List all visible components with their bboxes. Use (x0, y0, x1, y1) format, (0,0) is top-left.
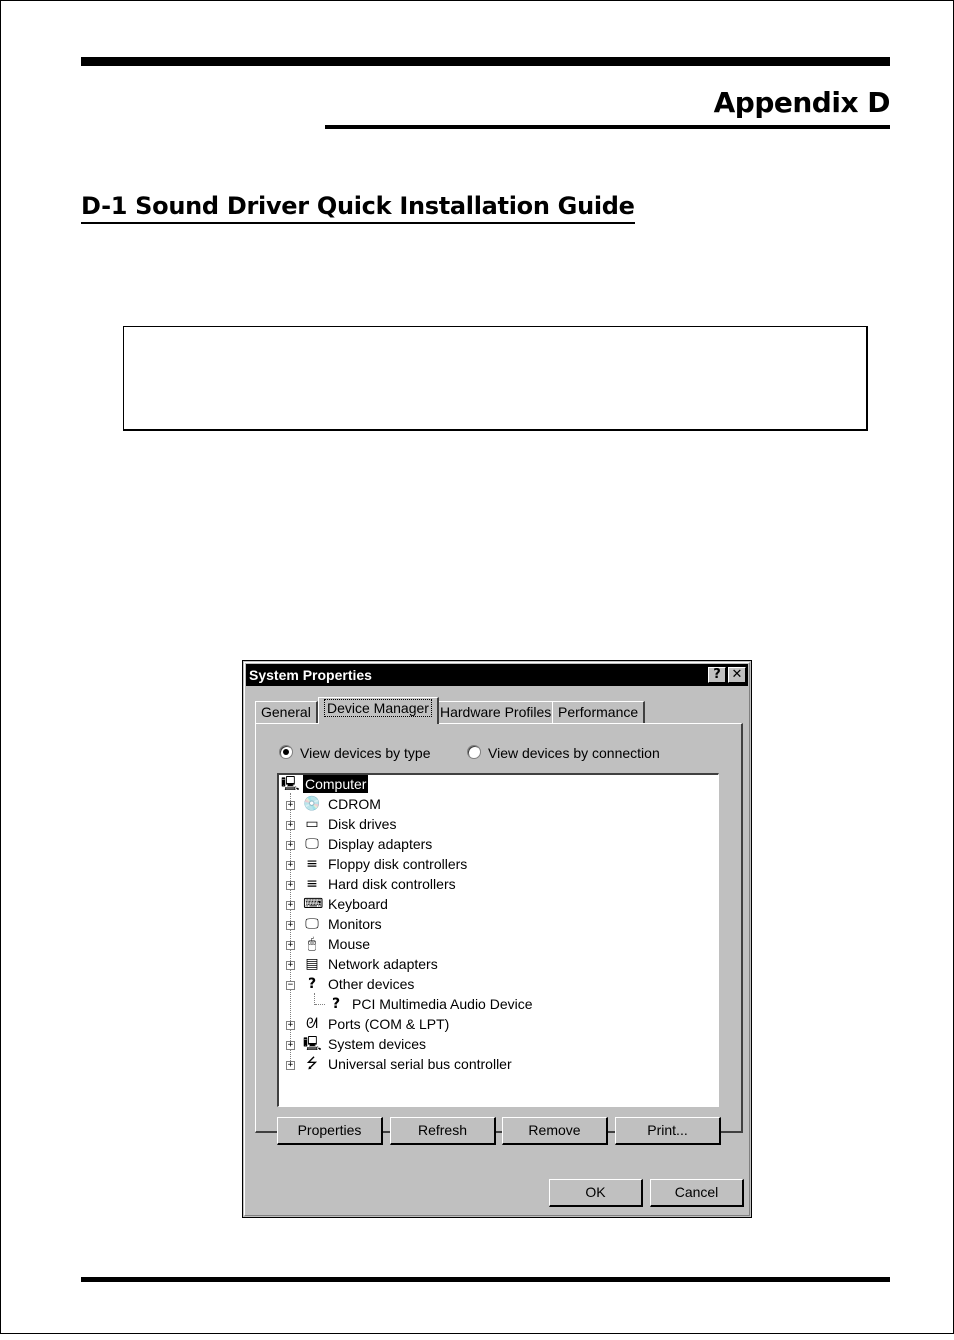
title-bar (246, 664, 748, 686)
expand-icon[interactable]: + (287, 960, 294, 970)
help-icon: ? (713, 667, 721, 682)
radio-unchecked-icon (467, 745, 481, 759)
unknown-device-icon: ? (307, 976, 317, 992)
expand-icon[interactable]: + (287, 1020, 294, 1030)
tab-device-manager-label: Device Manager (324, 699, 432, 717)
network-adapter-icon: ▤ (305, 956, 319, 972)
expand-icon[interactable]: + (287, 1040, 294, 1050)
appendix-rule (325, 125, 890, 129)
tab-device-manager[interactable] (318, 697, 439, 724)
tab-performance[interactable]: Performance (552, 701, 645, 723)
tree-connector (315, 1004, 325, 1005)
appendix-title: Appendix D (713, 86, 890, 119)
keyboard-icon: ⌨ (303, 896, 324, 912)
unknown-device-icon: ? (331, 996, 341, 1012)
section-title: D-1 Sound Driver Quick Installation Guide (81, 192, 635, 224)
help-button[interactable] (708, 667, 726, 683)
header-rule (81, 57, 890, 66)
device-tree[interactable]: 🖳 Computer + 💿 CDROM + ▭ Disk drives + 🖵 Display adapters + ≡ Floppy disk controllers + ≡ Hard disk controllers + ⌨ Keyboard + 🖵 Monitors + 🖱 Mouse + ▤ Network adapters − ? Other devices ? PCI Multimedia Audio Device + ᘛ Ports (COM & LPT) + 🖳 System devices + ⭍ Universal serial bus controller (277, 773, 719, 1107)
cdrom-icon: 💿 (303, 796, 321, 812)
mouse-icon: 🖱 (307, 936, 317, 952)
expand-icon[interactable]: + (287, 860, 294, 870)
port-icon: ᘛ (306, 1016, 318, 1032)
properties-button[interactable]: Properties (277, 1117, 383, 1145)
floppy-controller-icon: ≡ (306, 856, 318, 872)
close-icon: ✕ (731, 667, 743, 682)
dialog-title: System Properties (249, 667, 372, 683)
expand-icon[interactable]: + (287, 940, 294, 950)
tab-hardware-profiles[interactable]: Hardware Profiles (434, 701, 558, 723)
collapse-icon[interactable]: − (287, 980, 294, 990)
hard-disk-controller-icon: ≡ (306, 876, 318, 892)
computer-icon: 🖳 (281, 776, 300, 792)
system-device-icon: 🖳 (303, 1036, 322, 1052)
radio-view-by-connection[interactable] (467, 745, 660, 763)
system-properties-dialog (242, 660, 752, 1218)
radio-view-by-type-label: View devices by type (300, 745, 431, 761)
radio-view-by-connection-label: View devices by connection (488, 745, 660, 761)
expand-icon[interactable]: + (287, 800, 294, 810)
monitor-icon: 🖵 (305, 916, 319, 932)
note-box (123, 326, 868, 431)
expand-icon[interactable]: + (287, 820, 294, 830)
close-button[interactable] (728, 667, 746, 683)
disk-drive-icon: ▭ (305, 816, 319, 832)
expand-icon[interactable]: + (287, 920, 294, 930)
print-button[interactable]: Print... (615, 1117, 721, 1145)
display-adapter-icon: 🖵 (305, 836, 319, 852)
radio-checked-icon (279, 745, 293, 759)
usb-icon: ⭍ (306, 1056, 318, 1072)
expand-icon[interactable]: + (287, 840, 294, 850)
expand-icon[interactable]: + (287, 1060, 294, 1070)
ok-button[interactable]: OK (549, 1179, 643, 1207)
expand-icon[interactable]: + (287, 880, 294, 890)
remove-button[interactable]: Remove (502, 1117, 608, 1145)
refresh-button[interactable]: Refresh (390, 1117, 496, 1145)
radio-view-by-type[interactable] (279, 745, 430, 763)
expand-icon[interactable]: + (287, 900, 294, 910)
tab-general[interactable]: General (255, 701, 318, 723)
cancel-button[interactable]: Cancel (650, 1179, 744, 1207)
footer-rule (81, 1277, 890, 1282)
